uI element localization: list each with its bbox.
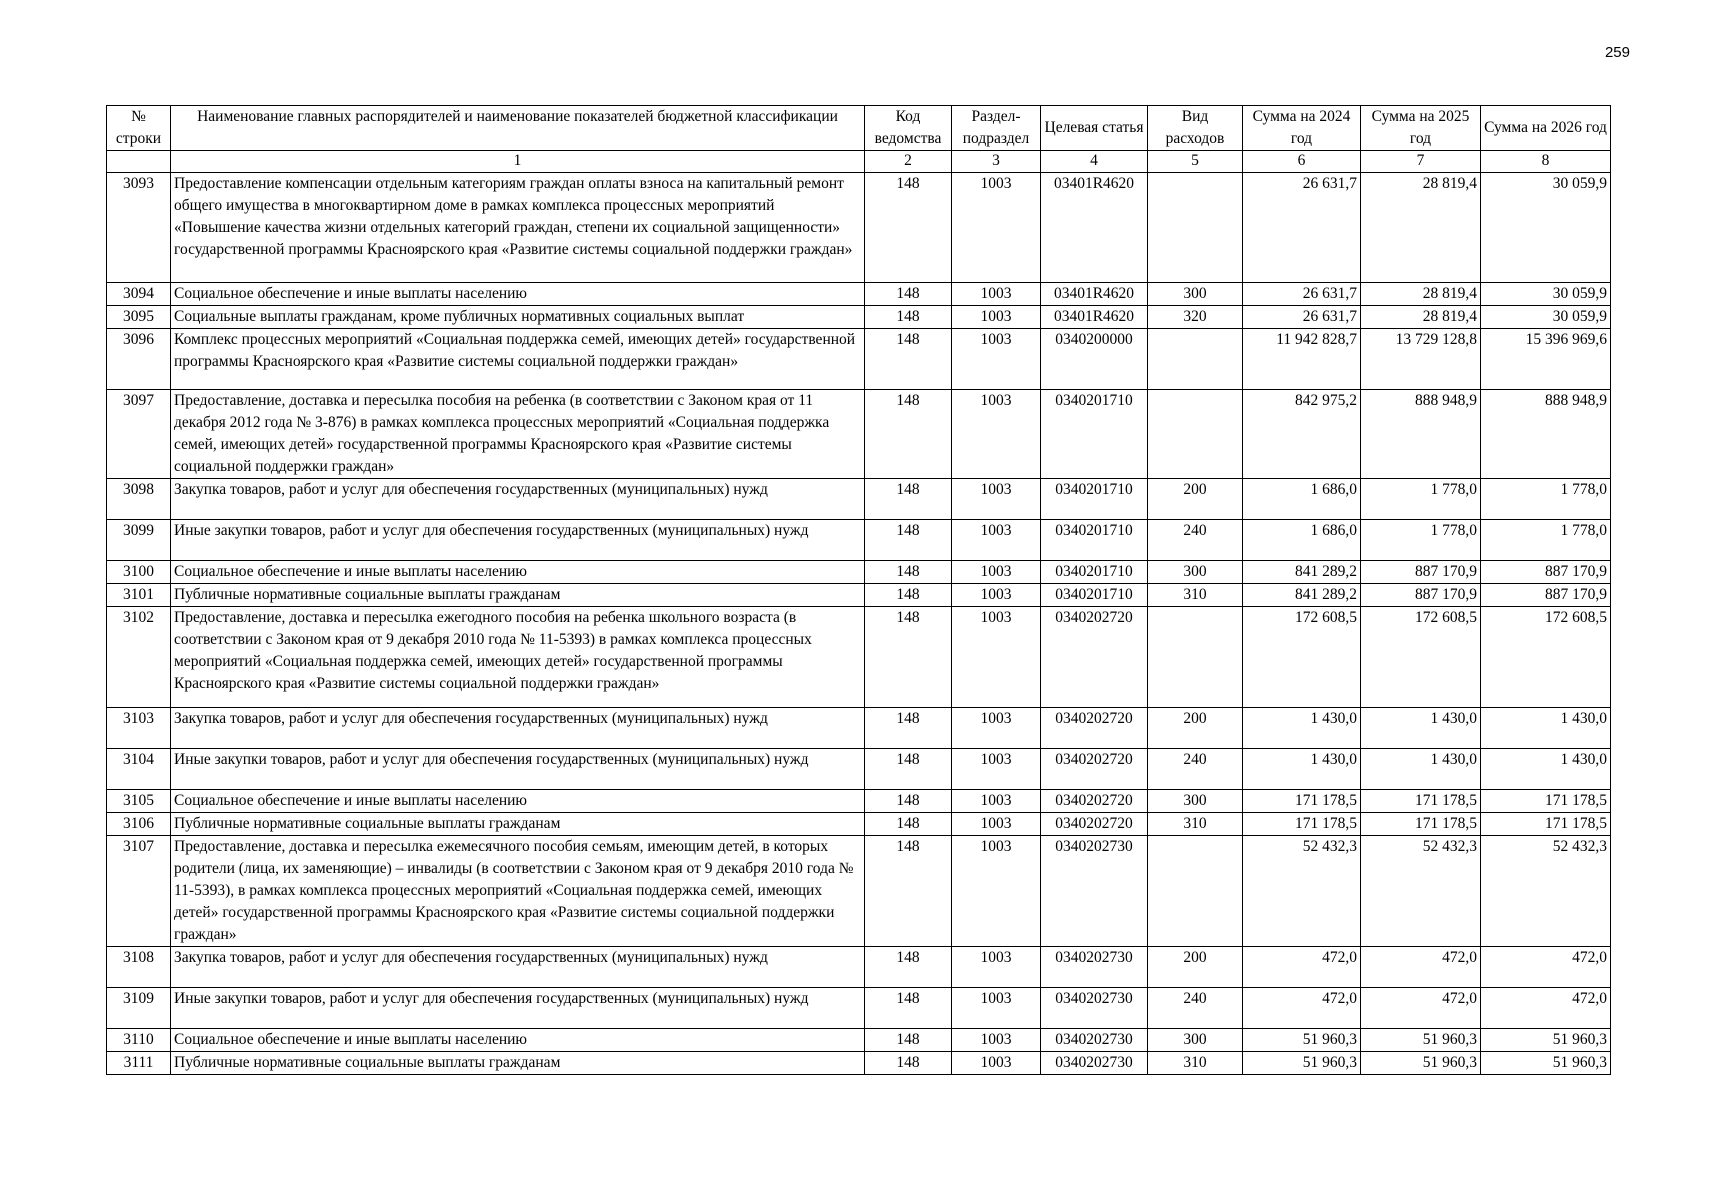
row-section-code: 1003 — [952, 836, 1041, 947]
row-sum-2024: 1 686,0 — [1243, 479, 1361, 520]
row-sum-2024: 841 289,2 — [1243, 561, 1361, 584]
row-dept-code: 148 — [865, 520, 952, 561]
row-sum-2025: 171 178,5 — [1361, 790, 1481, 813]
row-dept-code: 148 — [865, 283, 952, 306]
row-sum-2026: 1 778,0 — [1481, 520, 1611, 561]
row-section-code: 1003 — [952, 173, 1041, 283]
row-name: Предоставление, доставка и пересылка ежегодного пособия на ребенка школьного возраста (в соответствии с Законом края от 9 декабря 2010 года № 11-5393) в рамках комплекса процессных мероприятий «Социальная поддержка семей, имеющих детей» государственной программы Красноярского края «Развитие системы социальной поддержки граждан» — [171, 607, 865, 708]
col-number: 1 — [171, 151, 865, 173]
row-sum-2025: 52 432,3 — [1361, 836, 1481, 947]
row-sum-2026: 1 430,0 — [1481, 749, 1611, 790]
row-sum-2024: 51 960,3 — [1243, 1029, 1361, 1052]
row-sum-2025: 888 948,9 — [1361, 390, 1481, 479]
row-dept-code: 148 — [865, 390, 952, 479]
row-section-code: 1003 — [952, 607, 1041, 708]
row-sum-2024: 11 942 828,7 — [1243, 329, 1361, 390]
row-name: Социальное обеспечение и иные выплаты населению — [171, 1029, 865, 1052]
row-sum-2024: 52 432,3 — [1243, 836, 1361, 947]
row-sum-2025: 887 170,9 — [1361, 561, 1481, 584]
row-sum-2026: 30 059,9 — [1481, 283, 1611, 306]
row-expense-type: 200 — [1148, 479, 1243, 520]
row-section-code: 1003 — [952, 520, 1041, 561]
row-section-code: 1003 — [952, 1029, 1041, 1052]
table-row — [107, 479, 1611, 520]
row-name: Социальное обеспечение и иные выплаты населению — [171, 561, 865, 584]
row-sum-2026: 472,0 — [1481, 988, 1611, 1029]
row-sum-2024: 171 178,5 — [1243, 813, 1361, 836]
row-sum-2024: 1 686,0 — [1243, 520, 1361, 561]
row-sum-2025: 472,0 — [1361, 947, 1481, 988]
row-target-article: 0340202730 — [1041, 836, 1148, 947]
row-name: Публичные нормативные социальные выплаты гражданам — [171, 1052, 865, 1075]
table-row — [107, 947, 1611, 988]
header-expense: Вид расходов — [1148, 106, 1243, 151]
row-sum-2026: 51 960,3 — [1481, 1029, 1611, 1052]
header-sum-2026: Сумма на 2026 год — [1481, 106, 1611, 151]
row-target-article: 03401R4620 — [1041, 306, 1148, 329]
col-number: 3 — [952, 151, 1041, 173]
row-target-article: 0340202730 — [1041, 947, 1148, 988]
row-dept-code: 148 — [865, 813, 952, 836]
row-number: 3104 — [107, 749, 171, 790]
row-section-code: 1003 — [952, 988, 1041, 1029]
row-number: 3106 — [107, 813, 171, 836]
row-sum-2025: 172 608,5 — [1361, 607, 1481, 708]
row-dept-code: 148 — [865, 329, 952, 390]
table-row — [107, 708, 1611, 749]
row-section-code: 1003 — [952, 708, 1041, 749]
table-row — [107, 607, 1611, 708]
row-expense-type: 240 — [1148, 749, 1243, 790]
row-sum-2026: 30 059,9 — [1481, 306, 1611, 329]
row-name: Иные закупки товаров, работ и услуг для обеспечения государственных (муниципальных) нужд — [171, 520, 865, 561]
row-expense-type: 240 — [1148, 988, 1243, 1029]
row-dept-code: 148 — [865, 947, 952, 988]
row-target-article: 0340200000 — [1041, 329, 1148, 390]
row-sum-2025: 28 819,4 — [1361, 306, 1481, 329]
row-name: Иные закупки товаров, работ и услуг для обеспечения государственных (муниципальных) нужд — [171, 988, 865, 1029]
row-expense-type: 200 — [1148, 947, 1243, 988]
row-number: 3108 — [107, 947, 171, 988]
row-sum-2026: 472,0 — [1481, 947, 1611, 988]
row-number: 3111 — [107, 1052, 171, 1075]
row-sum-2024: 172 608,5 — [1243, 607, 1361, 708]
row-target-article: 0340202730 — [1041, 988, 1148, 1029]
row-dept-code: 148 — [865, 749, 952, 790]
row-expense-type — [1148, 607, 1243, 708]
row-number: 3110 — [107, 1029, 171, 1052]
row-expense-type: 320 — [1148, 306, 1243, 329]
header-target: Целевая статья — [1041, 106, 1148, 151]
row-sum-2024: 26 631,7 — [1243, 283, 1361, 306]
table-row — [107, 306, 1611, 329]
row-number: 3097 — [107, 390, 171, 479]
col-number: 6 — [1243, 151, 1361, 173]
row-sum-2025: 472,0 — [1361, 988, 1481, 1029]
row-number: 3102 — [107, 607, 171, 708]
header-section: Раздел-подраздел — [952, 106, 1041, 151]
row-sum-2024: 472,0 — [1243, 947, 1361, 988]
row-number: 3100 — [107, 561, 171, 584]
budget-table — [106, 105, 1611, 1075]
row-expense-type — [1148, 390, 1243, 479]
header-name: Наименование главных распорядителей и наименование показателей бюджетной классификации — [171, 106, 865, 151]
row-expense-type — [1148, 329, 1243, 390]
col-number: 5 — [1148, 151, 1243, 173]
row-sum-2025: 1 430,0 — [1361, 749, 1481, 790]
row-expense-type: 310 — [1148, 1052, 1243, 1075]
row-number: 3096 — [107, 329, 171, 390]
table-header-row — [107, 106, 1611, 151]
row-sum-2024: 51 960,3 — [1243, 1052, 1361, 1075]
row-name: Предоставление, доставка и пересылка пособия на ребенка (в соответствии с Законом края от 11 декабря 2012 года № 3-876) в рамках комплекса процессных мероприятий «Социальная поддержка семей, имеющих детей» государственной программы Красноярского края «Развитие системы социальной поддержки граждан» — [171, 390, 865, 479]
row-target-article: 03401R4620 — [1041, 283, 1148, 306]
header-sum-2025: Сумма на 2025 год — [1361, 106, 1481, 151]
row-dept-code: 148 — [865, 607, 952, 708]
table-row — [107, 790, 1611, 813]
row-expense-type: 300 — [1148, 561, 1243, 584]
row-expense-type: 200 — [1148, 708, 1243, 749]
col-number: 8 — [1481, 151, 1611, 173]
table-row — [107, 329, 1611, 390]
table-row — [107, 561, 1611, 584]
row-sum-2026: 15 396 969,6 — [1481, 329, 1611, 390]
row-name: Закупка товаров, работ и услуг для обеспечения государственных (муниципальных) нужд — [171, 947, 865, 988]
row-sum-2025: 13 729 128,8 — [1361, 329, 1481, 390]
row-sum-2024: 841 289,2 — [1243, 584, 1361, 607]
col-number — [107, 151, 171, 173]
row-sum-2026: 887 170,9 — [1481, 561, 1611, 584]
row-number: 3095 — [107, 306, 171, 329]
table-row — [107, 173, 1611, 283]
row-number: 3099 — [107, 520, 171, 561]
row-section-code: 1003 — [952, 749, 1041, 790]
row-sum-2024: 1 430,0 — [1243, 708, 1361, 749]
row-section-code: 1003 — [952, 329, 1041, 390]
row-sum-2025: 1 778,0 — [1361, 520, 1481, 561]
col-number: 4 — [1041, 151, 1148, 173]
row-expense-type: 300 — [1148, 283, 1243, 306]
row-name: Комплекс процессных мероприятий «Социальная поддержка семей, имеющих детей» государственной программы Красноярского края «Развитие системы социальной поддержки граждан» — [171, 329, 865, 390]
row-section-code: 1003 — [952, 283, 1041, 306]
table-row — [107, 988, 1611, 1029]
row-name: Социальное обеспечение и иные выплаты населению — [171, 283, 865, 306]
row-name: Социальные выплаты гражданам, кроме публичных нормативных социальных выплат — [171, 306, 865, 329]
row-section-code: 1003 — [952, 584, 1041, 607]
row-sum-2024: 171 178,5 — [1243, 790, 1361, 813]
row-target-article: 0340201710 — [1041, 561, 1148, 584]
row-sum-2025: 1 778,0 — [1361, 479, 1481, 520]
row-dept-code: 148 — [865, 561, 952, 584]
row-name: Закупка товаров, работ и услуг для обеспечения государственных (муниципальных) нужд — [171, 708, 865, 749]
row-target-article: 0340202730 — [1041, 1052, 1148, 1075]
row-sum-2025: 1 430,0 — [1361, 708, 1481, 749]
row-section-code: 1003 — [952, 813, 1041, 836]
row-name: Предоставление, доставка и пересылка ежемесячного пособия семьям, имеющим детей, в которых родители (лица, их заменяющие) – инвалиды (в соответствии с Законом края от 9 декабря 2010 года № 11-5393), в рамках комплекса процессных мероприятий «Социальная поддержка семей, имеющих детей» государственной программы Красноярского края «Развитие системы социальной поддержки граждан» — [171, 836, 865, 947]
row-target-article: 0340201710 — [1041, 520, 1148, 561]
row-sum-2026: 887 170,9 — [1481, 584, 1611, 607]
row-name: Публичные нормативные социальные выплаты гражданам — [171, 584, 865, 607]
table-row — [107, 813, 1611, 836]
row-name: Иные закупки товаров, работ и услуг для обеспечения государственных (муниципальных) нужд — [171, 749, 865, 790]
row-number: 3101 — [107, 584, 171, 607]
column-number-row — [107, 151, 1611, 173]
page-number: 259 — [1604, 44, 1630, 61]
row-name: Предоставление компенсации отдельным категориям граждан оплаты взноса на капитальный ремонт общего имущества в многоквартирном доме в рамках комплекса процессных мероприятий «Повышение качества жизни отдельных категорий граждан, степени их социальной защищенности» государственной программы Красноярского края «Развитие системы социальной поддержки граждан» — [171, 173, 865, 283]
row-sum-2026: 52 432,3 — [1481, 836, 1611, 947]
row-section-code: 1003 — [952, 390, 1041, 479]
table-row — [107, 836, 1611, 947]
table-body — [107, 173, 1611, 1075]
row-dept-code: 148 — [865, 1029, 952, 1052]
row-dept-code: 148 — [865, 790, 952, 813]
row-sum-2025: 28 819,4 — [1361, 283, 1481, 306]
row-sum-2024: 1 430,0 — [1243, 749, 1361, 790]
table-row — [107, 749, 1611, 790]
row-expense-type — [1148, 173, 1243, 283]
row-expense-type — [1148, 836, 1243, 947]
row-dept-code: 148 — [865, 988, 952, 1029]
table-row — [107, 283, 1611, 306]
row-sum-2026: 171 178,5 — [1481, 813, 1611, 836]
row-sum-2026: 1 778,0 — [1481, 479, 1611, 520]
header-dept: Код ведомства — [865, 106, 952, 151]
row-target-article: 0340202720 — [1041, 813, 1148, 836]
row-target-article: 0340201710 — [1041, 584, 1148, 607]
row-sum-2025: 171 178,5 — [1361, 813, 1481, 836]
row-number: 3105 — [107, 790, 171, 813]
row-target-article: 0340202720 — [1041, 749, 1148, 790]
row-section-code: 1003 — [952, 790, 1041, 813]
row-number: 3098 — [107, 479, 171, 520]
row-expense-type: 240 — [1148, 520, 1243, 561]
row-target-article: 0340201710 — [1041, 479, 1148, 520]
row-sum-2026: 51 960,3 — [1481, 1052, 1611, 1075]
row-number: 3093 — [107, 173, 171, 283]
row-name: Социальное обеспечение и иные выплаты населению — [171, 790, 865, 813]
col-number: 2 — [865, 151, 952, 173]
row-target-article: 0340202730 — [1041, 1029, 1148, 1052]
row-number: 3103 — [107, 708, 171, 749]
row-expense-type: 310 — [1148, 584, 1243, 607]
row-dept-code: 148 — [865, 479, 952, 520]
row-sum-2025: 51 960,3 — [1361, 1029, 1481, 1052]
row-dept-code: 148 — [865, 708, 952, 749]
row-sum-2026: 1 430,0 — [1481, 708, 1611, 749]
row-section-code: 1003 — [952, 1052, 1041, 1075]
row-sum-2025: 887 170,9 — [1361, 584, 1481, 607]
row-dept-code: 148 — [865, 584, 952, 607]
row-section-code: 1003 — [952, 306, 1041, 329]
row-sum-2025: 28 819,4 — [1361, 173, 1481, 283]
row-sum-2026: 172 608,5 — [1481, 607, 1611, 708]
table-row — [107, 584, 1611, 607]
row-dept-code: 148 — [865, 306, 952, 329]
table-row — [107, 1052, 1611, 1075]
row-sum-2025: 51 960,3 — [1361, 1052, 1481, 1075]
row-number: 3094 — [107, 283, 171, 306]
row-target-article: 0340201710 — [1041, 390, 1148, 479]
header-num: № строки — [107, 106, 171, 151]
row-sum-2024: 26 631,7 — [1243, 173, 1361, 283]
row-target-article: 0340202720 — [1041, 708, 1148, 749]
row-target-article: 0340202720 — [1041, 790, 1148, 813]
row-sum-2026: 888 948,9 — [1481, 390, 1611, 479]
row-sum-2026: 171 178,5 — [1481, 790, 1611, 813]
row-number: 3109 — [107, 988, 171, 1029]
table-row — [107, 1029, 1611, 1052]
row-number: 3107 — [107, 836, 171, 947]
row-expense-type: 310 — [1148, 813, 1243, 836]
row-name: Публичные нормативные социальные выплаты гражданам — [171, 813, 865, 836]
col-number: 7 — [1361, 151, 1481, 173]
row-expense-type: 300 — [1148, 1029, 1243, 1052]
table-row — [107, 520, 1611, 561]
row-target-article: 0340202720 — [1041, 607, 1148, 708]
row-sum-2024: 842 975,2 — [1243, 390, 1361, 479]
row-dept-code: 148 — [865, 836, 952, 947]
row-section-code: 1003 — [952, 561, 1041, 584]
table-row — [107, 390, 1611, 479]
row-section-code: 1003 — [952, 479, 1041, 520]
row-sum-2024: 26 631,7 — [1243, 306, 1361, 329]
row-section-code: 1003 — [952, 947, 1041, 988]
row-dept-code: 148 — [865, 1052, 952, 1075]
row-target-article: 03401R4620 — [1041, 173, 1148, 283]
header-sum-2024: Сумма на 2024 год — [1243, 106, 1361, 151]
row-sum-2024: 472,0 — [1243, 988, 1361, 1029]
row-dept-code: 148 — [865, 173, 952, 283]
row-name: Закупка товаров, работ и услуг для обеспечения государственных (муниципальных) нужд — [171, 479, 865, 520]
row-sum-2026: 30 059,9 — [1481, 173, 1611, 283]
row-expense-type: 300 — [1148, 790, 1243, 813]
